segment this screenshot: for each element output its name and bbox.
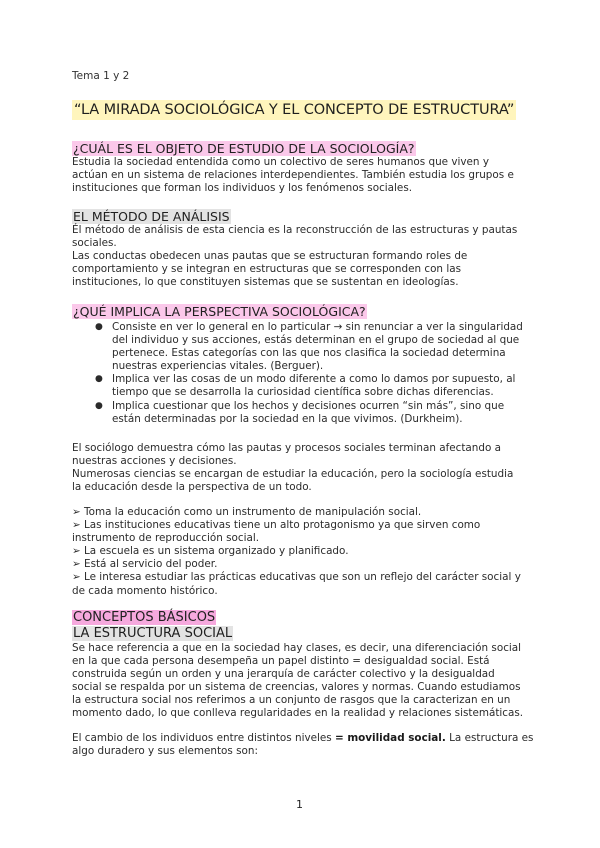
bold-term: = movilidad social. <box>335 732 446 744</box>
bullet-list <box>95 321 540 426</box>
paragraph-movilidad <box>72 732 534 758</box>
paragraph-sociologo <box>72 442 534 494</box>
paragraph-metodo <box>72 224 534 289</box>
text-line: instituciones que forman los individuos y los fenómenos sociales. <box>72 182 413 195</box>
text-line: pertenece. Estas categorías con las que nos clasifica la sociedad determina <box>112 347 506 360</box>
list-item: instrumento de reproducción social. <box>72 532 260 545</box>
subheading-estructura: LA ESTRUCTURA SOCIAL <box>73 626 233 641</box>
text-line: sociales. <box>72 237 117 250</box>
arrow-list <box>72 506 542 598</box>
text-line: tiempo que se desarrolla la curiosidad científica sobre dichas diferencias. <box>112 386 494 399</box>
heading-objeto: ¿CUÁL ES EL OBJETO DE ESTUDIO DE LA SOCIOLOGÍA? <box>73 141 415 156</box>
text-line: comportamiento y se integran en estructuras que se corresponden con las <box>72 263 461 276</box>
text-line: la estructura social nos referimos a un conjunto de rasgos que la caracterizan en un <box>72 694 511 707</box>
list-item <box>95 400 540 426</box>
text-line: Él método de análisis de esta ciencia es la reconstrucción de las estructuras y pautas <box>72 224 518 236</box>
text-line: en la que cada persona desempeña un papel distinto = desigualdad social. Está <box>72 655 490 668</box>
list-item: de cada momento histórico. <box>72 584 218 597</box>
text-line: instituciones, lo que constituyen sistemas que se sustentan en ideologías. <box>72 276 459 289</box>
text-line: El sociólogo demuestra cómo las pautas y procesos sociales terminan afectando a <box>72 442 501 454</box>
paragraph-objeto <box>72 156 534 195</box>
text-line: Las conductas obedecen unas pautas que se estructuran formando roles de <box>72 250 468 263</box>
text-line: del individuo y sus acciones, estás determinan en el grupo de sociedad al que <box>112 334 520 347</box>
topic-label: Tema 1 y 2 <box>72 70 130 82</box>
heading-metodo: EL MÉTODO DE ANÁLISIS <box>73 209 230 224</box>
text-line: social se respalda por un sistema de creencias, valores y normas. Cuando estudiamos <box>72 681 521 694</box>
list-item: ➢ Las instituciones educativas tiene un alto protagonismo ya que sirven como <box>72 519 481 532</box>
page-number: 1 <box>296 798 303 811</box>
bullet-icon: ● <box>95 374 103 385</box>
list-item: ➢ Está al servicio del poder. <box>72 558 218 571</box>
text-line: actúan en un sistema de relaciones interdependientes. También estudia los grupos e <box>72 169 514 182</box>
text-line: construida según un orden y una jerarquía de carácter colectivo y la desigualdad <box>72 668 495 681</box>
text-run: El cambio de los individuos entre distintos niveles <box>72 732 335 744</box>
text-line: Implica cuestionar que los hechos y decisiones ocurren “sin más”, sino que <box>112 399 505 412</box>
text-run: La estructura es <box>445 732 534 744</box>
text-line: nuestras experiencias vitales. (Berguer). <box>112 360 324 373</box>
text-line: Numerosas ciencias se encargan de estudiar la educación, pero la sociología estudia <box>72 468 514 481</box>
paragraph-estructura <box>72 642 534 721</box>
text-line: Se hace referencia a que en la sociedad hay clases, es decir, una diferenciación social <box>72 642 522 654</box>
text-line: Implica ver las cosas de un modo diferente a como lo damos por supuesto, al <box>112 373 516 386</box>
document-title: “LA MIRADA SOCIOLÓGICA Y EL CONCEPTO DE ESTRUCTURA” <box>74 102 515 118</box>
heading-conceptos: CONCEPTOS BÁSICOS <box>73 610 216 625</box>
list-item <box>95 321 540 373</box>
list-item: ➢ Le interesa estudiar las prácticas educativas que son un reflejo del carácter social y <box>72 571 521 584</box>
text-line: Consiste en ver lo general en lo particular → sin renunciar a ver la singularidad <box>112 321 523 333</box>
text-line: algo duradero y sus elementos son: <box>72 745 258 758</box>
bullet-icon: ● <box>95 400 103 411</box>
text-line: momento dado, lo que conlleva regularidades en la realidad y relaciones sistemáticas. <box>72 707 524 720</box>
text-line: nuestras acciones y decisiones. <box>72 455 237 468</box>
text-line: la educación desde la perspectiva de un todo. <box>72 481 312 494</box>
text-line: Estudia la sociedad entendida como un colectivo de seres humanos que viven y <box>72 156 489 168</box>
list-item <box>95 373 540 399</box>
text-line <box>72 732 534 745</box>
list-item: ➢ Toma la educación como un instrumento de manipulación social. <box>72 506 422 518</box>
heading-perspectiva: ¿QUÉ IMPLICA LA PERSPECTIVA SOCIOLÓGICA? <box>73 304 366 319</box>
bullet-icon: ● <box>95 322 103 332</box>
text-line: están determinadas por la sociedad en la que vivimos. (Durkheim). <box>112 412 463 425</box>
list-item: ➢ La escuela es un sistema organizado y planificado. <box>72 545 349 558</box>
